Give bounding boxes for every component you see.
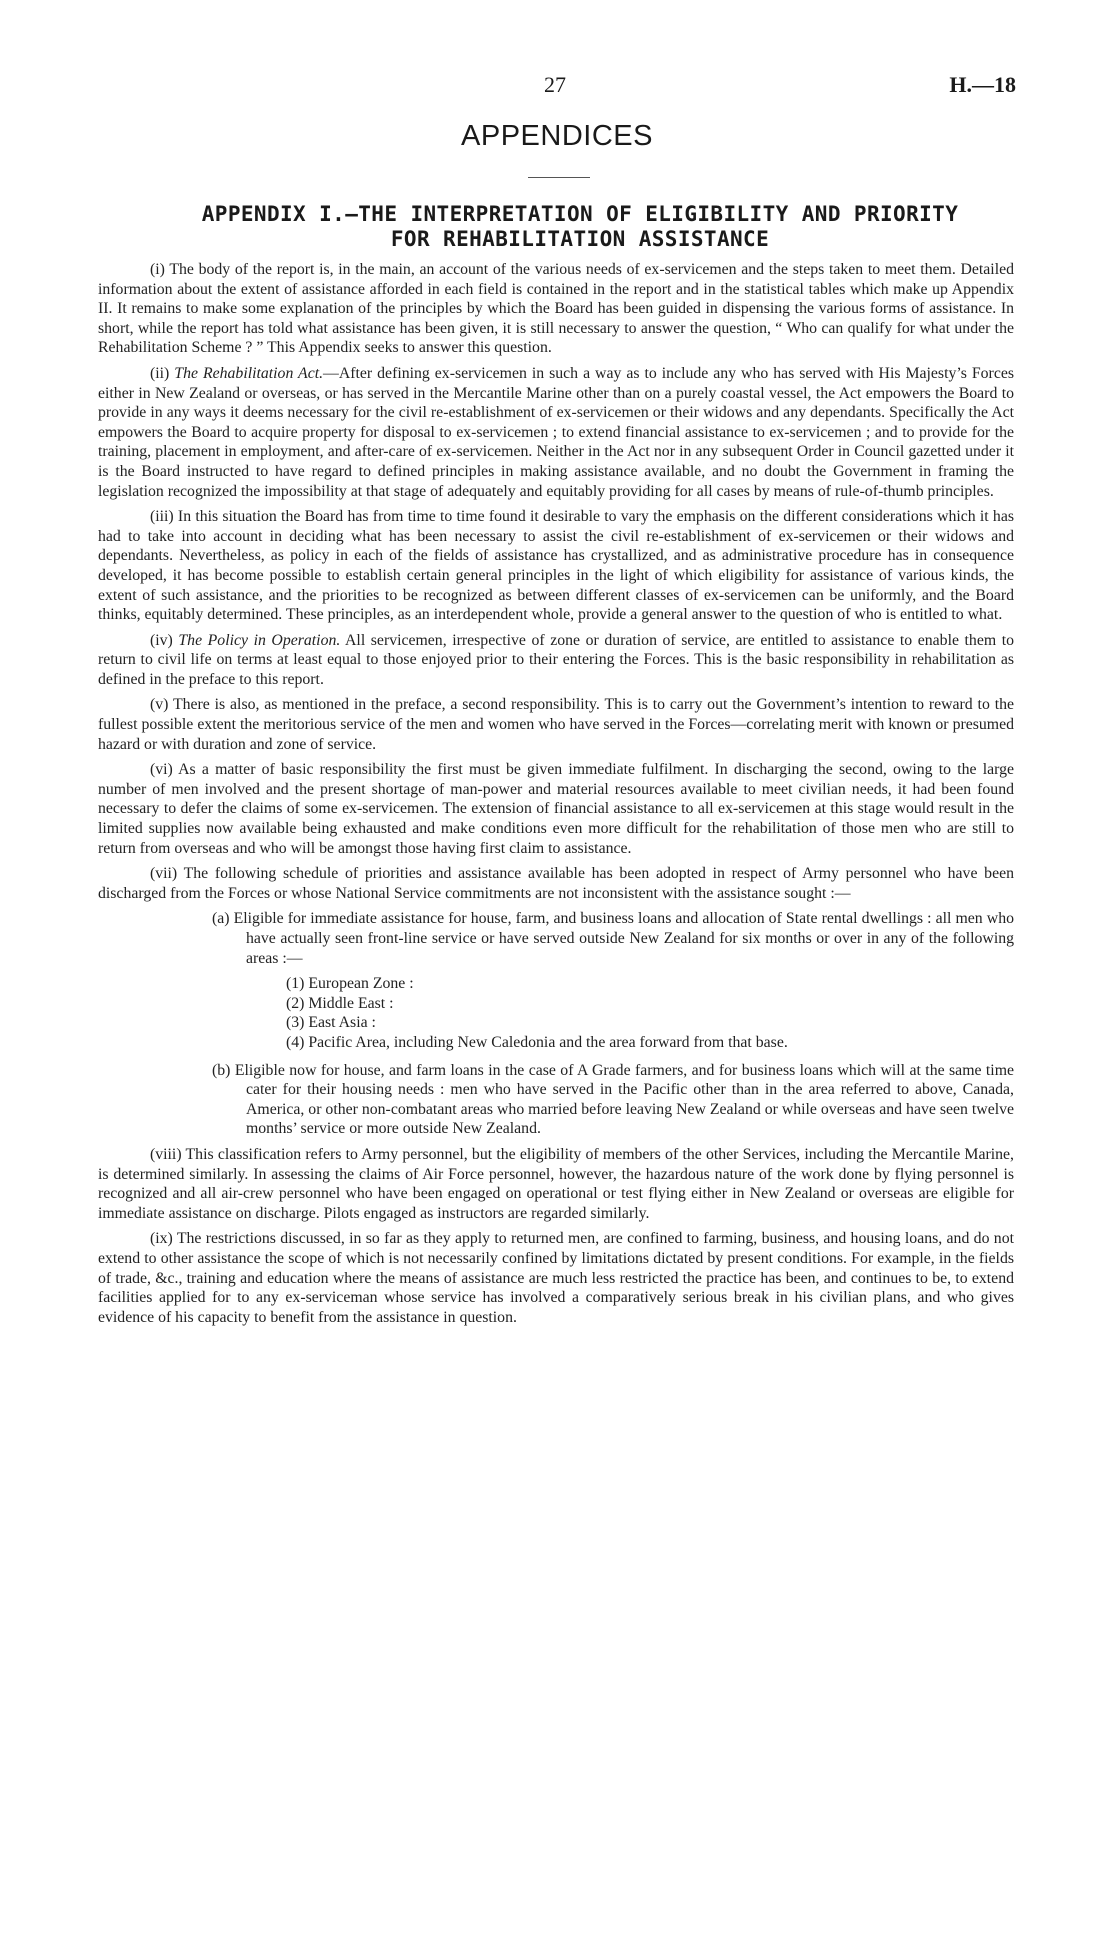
area-item: (1) European Zone : [286, 975, 414, 993]
paragraph-vi: (vi) As a matter of basic responsibility the first must be given immediate fulfilment. In discharging the second, owing to the large number of men involved and the present shortage of man-power and material resources available to meet civilian needs, it had been found necessary to defer the claims of some ex-servicemen. The extension of financial assistance to all ex-servicemen at this stage would result in the limited supplies now available being exhausted and make conditions even more difficult for the rehabilitation of those men who are still to return from overseas and who will be amongst those having first claim to assistance. [98, 761, 1014, 857]
page-title: APPENDICES [461, 120, 653, 152]
paragraph-iv-text: All servicemen, irrespective of zone or duration of service, are entitled to assistance to enable them to return to civil life on terms at least equal to those enjoyed prior to their entering the Forces. This is the basic responsibility in rehabilitation as defined in the preface to this report. [98, 631, 1014, 688]
paragraph-ii-number: (ii) [150, 364, 175, 382]
paragraph-v: (v) There is also, as mentioned in the preface, a second responsibility. This is to carry out the Government’s intention to reward to the fullest possible extent the meritorious service of the men and women who have served in the Forces—correlating merit with known or presumed hazard or with duration and zone of service. [98, 696, 1014, 753]
schedule-item-a: (a) Eligible for immediate assistance for house, farm, and business loans and allocation of State rental dwellings : all men who have actually seen front-line service or have served outside New Zealand for six months or over in any of the following areas :— [212, 910, 1014, 967]
area-item: (4) Pacific Area, including New Caledonia and the area forward from that base. [286, 1033, 788, 1051]
document-code: H.—18 [949, 72, 1016, 97]
paragraph-iii: (iii) In this situation the Board has from time to time found it desirable to vary the emphasis on the different considerations which it has had to take into account in deciding what has been necessary to assist the civil re-establishment of ex-servicemen or their widows and dependants. Nevertheless, as policy in each of the fields of assistance has crystallized, and as administrative procedure has in consequence developed, it has become possible to establish certain general principles in the light of which eligibility for assistance of various kinds, the extent of such assistance, and the priorities to be recognized as between different classes of ex-servicemen can be uniformly, and the Board thinks, equitably determined. These principles, as an interdependent whole, provide a general answer to the question of who is entitled to what. [98, 508, 1014, 624]
paragraph-ii-text: —After defining ex-servicemen in such a way as to include any who has served with His Majesty’s Forces either in New Zealand or overseas, or has served in the Mercantile Marine other than on a purely coastal vessel, the Act empowers the Board to provide in any ways it deems necessary for the civil re-establishment of ex-servicemen or their widows and any dependants. Specifically the Act empowers the Board to acquire property for disposal to ex-servicemen ; to extend financial assistance to ex-servicemen ; and to provide for the training, placement in employment, and after-care of ex-servicemen. Neither in the Act nor in any subsequent Order in Council gazetted under it is the Board instructed to have regard to defined principles in making assistance available, and no doubt the Government in framing the legislation recognized the impossibility at that stage of adequately and equitably providing for all cases by means of rule-of-thumb principles. [98, 364, 1014, 500]
appendix-heading-line-2: FOR REHABILITATION ASSISTANCE [390, 227, 770, 251]
area-list [98, 974, 1014, 1052]
area-item: (3) East Asia : [286, 1014, 376, 1032]
document-body [98, 260, 1014, 1333]
paragraph-i: (i) The body of the report is, in the main, an account of the various needs of ex-servicemen and the steps taken to meet them. Detailed information about the extent of assistance afforded in each field is contained in the report and in the statistical tables which make up Appendix II. It remains to make some explanation of the principles by which the Board has been guided in dispensing the various forms of assistance. In short, while the report has told what assistance has been given, it is still necessary to answer the question, “ Who can qualify for what under the Rehabilitation Scheme ? ” This Appendix seeks to answer this question. [98, 261, 1014, 357]
paragraph-ii [98, 364, 1014, 501]
paragraph-vii: (vii) The following schedule of priorities and assistance available has been adopted in respect of Army personnel who have been discharged from the Forces or whose National Service commitments are not inconsistent with the assistance sought :— [98, 865, 1014, 902]
paragraph-iv [98, 631, 1014, 690]
paragraph-iv-subheading: The Policy in Operation. [178, 631, 341, 649]
title-divider [528, 177, 590, 178]
paragraph-viii: (viii) This classification refers to Army personnel, but the eligibility of members of the other Services, including the Mercantile Marine, is determined similarly. In assessing the claims of Air Force personnel, however, the hazardous nature of the work done by flying personnel is recognized and all air-crew personnel who have been engaged on operational or test flying either in New Zealand or overseas are eligible for immediate assistance on discharge. Pilots engaged as instructors are regarded similarly. [98, 1145, 1014, 1222]
paragraph-ii-subheading: The Rehabilitation Act. [174, 364, 324, 382]
area-item: (2) Middle East : [286, 994, 394, 1012]
appendix-heading [130, 202, 1030, 252]
page-number: 27 [544, 72, 566, 97]
paragraph-iv-number: (iv) [150, 631, 179, 649]
paragraph-ix: (ix) The restrictions discussed, in so far as they apply to returned men, are confined to farming, business, and housing loans, and do not extend to other assistance the scope of which is not necessarily confined by limitations dictated by present conditions. For example, in the fields of trade, &c., training and education where the means of assistance are much less restricted the practice has been, and continues to be, to extend facilities applied for to any ex-serviceman whose service has involved a comparatively serious break in his civilian plans, and who gives evidence of his capacity to benefit from the assistance in question. [98, 1230, 1014, 1326]
schedule-item-b: (b) Eligible now for house, and farm loans in the case of A Grade farmers, and for business loans which will at the same time cater for their housing needs : men who have served in the Pacific other than in the area referred to above, Canada, America, or other non-combatant areas who married before leaving New Zealand or while overseas and have seen twelve months’ service or more outside New Zealand. [212, 1061, 1014, 1138]
appendix-heading-line-1: APPENDIX I.—THE INTERPRETATION OF ELIGIBILITY AND PRIORITY [201, 202, 959, 226]
